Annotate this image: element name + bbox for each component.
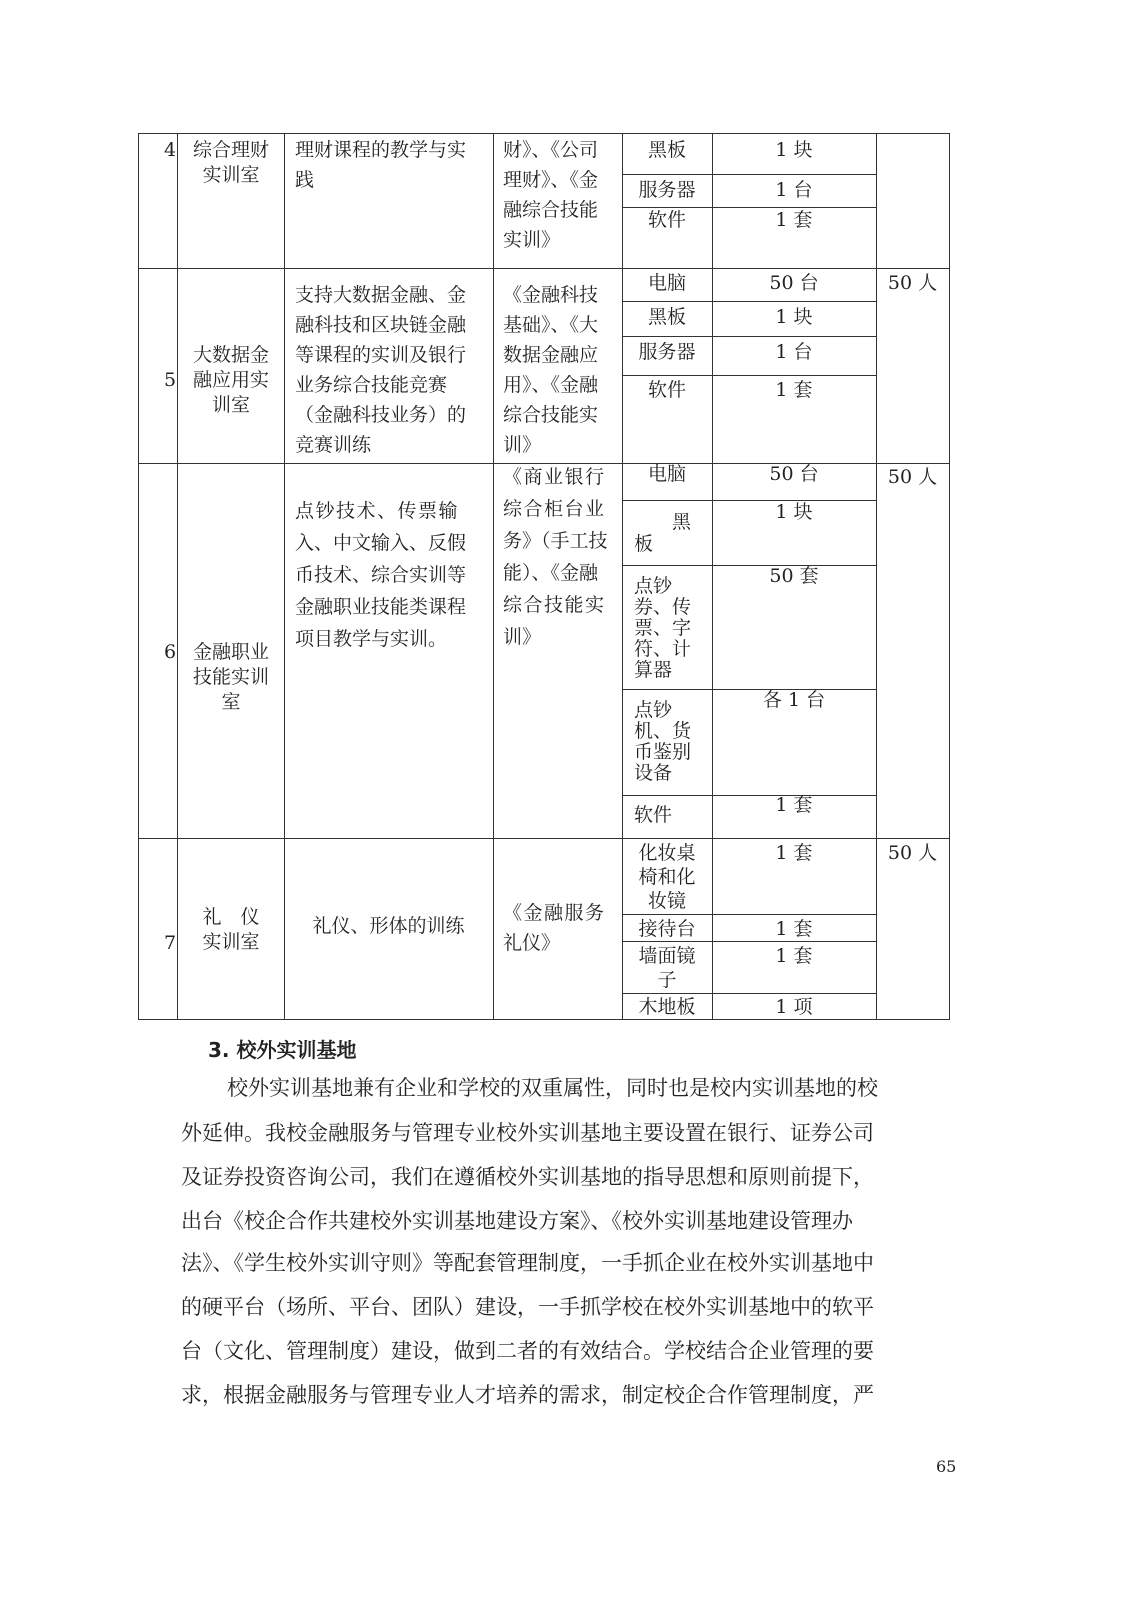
equipment-name: 木地板: [638, 996, 696, 1018]
course-line: 理财》、《金: [503, 169, 599, 191]
room-name-line: 训室: [211, 394, 250, 416]
paragraph-line: 及证券投资咨询公司，我们在遵循校外实训基地的指导思想和原则前提下，: [181, 1165, 874, 1189]
course-line: 实训》: [503, 229, 561, 251]
function-line: 践: [295, 169, 315, 191]
function-line: 项目教学与实训。: [295, 628, 448, 650]
equipment-name: 软件: [634, 804, 673, 826]
equipment-name: 墙面镜: [638, 945, 696, 967]
equipment-qty: 1 块: [775, 501, 813, 523]
function-line: 币技术、综合实训等: [295, 564, 467, 586]
row-number: 4: [164, 139, 177, 161]
function-line: （金融科技业务）的: [295, 404, 467, 426]
course-line: 务》（手工技: [503, 530, 608, 552]
equipment-qty: 1 套: [775, 842, 813, 864]
course-line: 《商业银行: [503, 466, 606, 488]
equipment-name: 椅和化: [638, 866, 696, 888]
course-line: 综合技能实: [503, 404, 599, 426]
equipment-name: 点钞: [634, 699, 673, 721]
equipment-qty: 1 台: [775, 179, 813, 201]
function-line: 金融职业技能类课程: [295, 596, 467, 618]
row-number: 6: [164, 641, 177, 663]
capacity: 50 人: [887, 466, 938, 488]
function-line: 融科技和区块链金融: [295, 314, 467, 336]
room-name-line: 金融职业: [192, 641, 269, 663]
course-line: 《金融服务: [503, 902, 606, 924]
equipment-name: 券、传: [634, 596, 692, 618]
equipment-qty: 1 块: [775, 306, 813, 328]
paragraph-line: 外延伸。我校金融服务与管理专业校外实训基地主要设置在银行、证券公司: [181, 1121, 874, 1145]
equipment-name: 票、字: [634, 617, 692, 639]
equipment-name: 软件: [647, 209, 686, 231]
equipment-name: 接待台: [638, 918, 696, 940]
equipment-name: 电脑: [647, 272, 686, 294]
equipment-qty: 1 套: [775, 918, 813, 940]
capacity: 50 人: [887, 842, 938, 864]
room-name-line: 融应用实: [192, 369, 269, 391]
equipment-name: 化妆桌: [638, 842, 696, 864]
paragraph-line: 校外实训基地兼有企业和学校的双重属性，同时也是校内实训基地的校: [227, 1076, 878, 1100]
equipment-name: 设备: [634, 762, 673, 784]
equipment-qty: 1 块: [775, 139, 813, 161]
equipment-qty: 50 台: [769, 272, 819, 294]
paragraph-line: 法》、《学生校外实训守则》等配套管理制度，一手抓企业在校外实训基地中: [181, 1251, 874, 1275]
room-name-line: 综合理财: [192, 139, 269, 161]
room-name-line: 实训室: [202, 931, 260, 953]
equipment-name: 电脑: [647, 463, 686, 485]
equipment-name: 妆镜: [647, 890, 686, 912]
equipment-name: 子: [657, 969, 677, 991]
course-line: 综合柜台业: [503, 498, 606, 520]
room-name-line: 室: [221, 691, 241, 713]
course-line: 礼仪》: [503, 932, 561, 954]
equipment-qty: 1 套: [775, 209, 813, 231]
equipment-name: 软件: [647, 379, 686, 401]
capacity: 50 人: [887, 272, 938, 294]
paragraph-line: 求，根据金融服务与管理专业人才培养的需求，制定校企合作管理制度，严: [181, 1383, 874, 1407]
equipment-name: 黑板: [647, 306, 686, 328]
equipment-qty: 1 台: [775, 341, 813, 363]
row-number: 7: [164, 932, 177, 954]
equipment-name: 币鉴别: [634, 741, 692, 763]
equipment-qty: 50 台: [769, 463, 819, 485]
course-line: 用》、《金融: [503, 374, 599, 396]
equipment-name: 板: [634, 533, 654, 555]
row-number: 5: [164, 369, 177, 391]
course-line: 财》、《公司: [503, 139, 599, 161]
function-line: 竞赛训练: [295, 434, 372, 456]
equipment-qty: 50 套: [769, 565, 819, 587]
paragraph-line: 台（文化、管理制度）建设，做到二者的有效结合。学校结合企业管理的要: [181, 1339, 874, 1363]
equipment-name: 黑板: [647, 139, 686, 161]
paragraph-line: 出台《校企合作共建校外实训基地建设方案》、《校外实训基地建设管理办: [181, 1209, 853, 1233]
course-line: 训》: [503, 434, 542, 456]
course-line: 数据金融应: [503, 344, 599, 366]
equipment-qty: 各 1 台: [762, 689, 826, 711]
equipment-name: 算器: [634, 659, 673, 681]
equipment-name: 点钞: [634, 575, 673, 597]
function-line: 理财课程的教学与实: [295, 139, 467, 161]
course-line: 《金融科技: [503, 284, 599, 306]
room-name-line: 技能实训: [192, 666, 269, 688]
equipment-name: 服务器: [638, 341, 696, 363]
function-line: 业务综合技能竞赛: [295, 374, 448, 396]
equipment-name: 机、货: [634, 720, 692, 742]
equipment-qty: 1 套: [775, 379, 813, 401]
equipment-name: 符、计: [634, 638, 692, 660]
equipment-name: 黑: [672, 511, 692, 533]
section-heading: 3. 校外实训基地: [208, 1038, 357, 1062]
course-line: 能）、《金融: [503, 562, 599, 584]
equipment-qty: 1 项: [775, 996, 813, 1018]
room-name-line: 礼 仪: [202, 906, 260, 928]
equipment-qty: 1 套: [775, 794, 813, 816]
room-name-line: 大数据金: [192, 344, 269, 366]
equipment-name: 服务器: [638, 179, 696, 201]
course-line: 训》: [503, 626, 542, 648]
course-line: 基础》、《大: [503, 314, 599, 336]
room-name-line: 实训室: [202, 164, 260, 186]
function-line: 礼仪、形体的训练: [312, 915, 465, 937]
course-line: 融综合技能: [503, 199, 599, 221]
course-line: 综合技能实: [503, 594, 606, 616]
page-number: 65: [936, 1457, 957, 1476]
function-line: 点钞技术、传票输: [295, 500, 460, 522]
paragraph-line: 的硬平台（场所、平台、团队）建设，一手抓学校在校外实训基地中的软平: [181, 1295, 874, 1319]
equipment-qty: 1 套: [775, 945, 813, 967]
function-line: 入、中文输入、反假: [295, 532, 467, 554]
function-line: 支持大数据金融、金: [295, 284, 467, 306]
function-line: 等课程的实训及银行: [295, 344, 467, 366]
